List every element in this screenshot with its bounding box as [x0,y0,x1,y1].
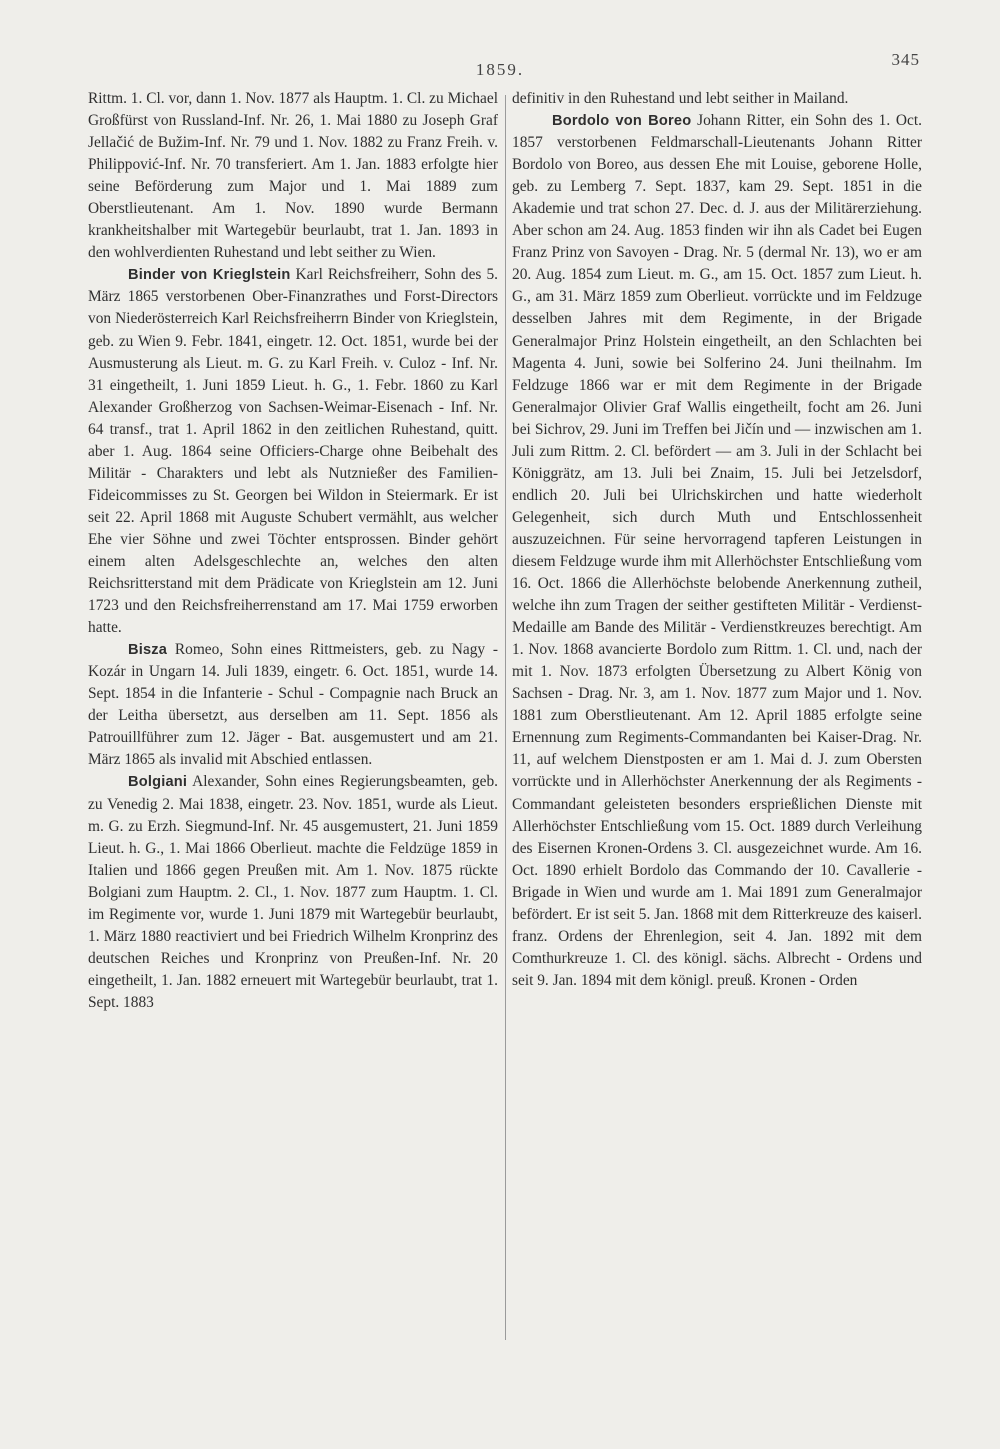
entry-bolgiani [88,771,498,1014]
entry-name: Bisza [128,642,168,659]
entry-text: Romeo, Sohn eines Rittmeisters, geb. zu Nagy - Kozár in Ungarn 14. Juli 1839, eingetr. 6. Oct. 1851, wurde 14. Sept. 1854 in die Infanterie - Schul - Compagnie nach Bruck an der Leitha übersetzt, aus derselben am 11. Sept. 1856 als Patrouillführer zum 12. Jäger - Bat. ausgemustert und am 21. März 1865 als invalid mit Abschied entlassen. [88,641,498,769]
entry-text: Alexander, Sohn eines Regierungsbeamten, geb. zu Venedig 2. Mai 1838, eingetr. 23. Nov. 1851, wurde als Lieut. m. G. zu Erzh. Siegmund-Inf. Nr. 45 ausgemustert, 21. Juni 1859 Lieut. h. G., 1. Mai 1866 Oberlieut. machte die Feldzüge 1859 in Italien und 1866 gegen Preußen mit. Am 1. Nov. 1875 rückte Bolgiani zum Hauptm. 2. Cl., 1. Nov. 1877 zum Hauptm. 1. Cl. im Regimente vor, wurde 1. Juni 1879 mit Wartegebür beurlaubt, 1. März 1880 reactiviert und bei Friedrich Wilhelm Kronprinz des deutschen Reiches und Kronprinz von Preußen-Inf. Nr. 20 eingetheilt, 1. Jan. 1882 erneuert mit Wartegebür beurlaubt, trat 1. Sept. 1883 [88,773,498,1011]
continuation-paragraph: Rittm. 1. Cl. vor, dann 1. Nov. 1877 als Hauptm. 1. Cl. zu Michael Großfürst von Russland-Inf. Nr. 26, 1. Mai 1880 zu Joseph Graf Jellačić de Bužim-Inf. Nr. 79 und 1. Nov. 1882 zu Franz Freih. v. Philippović-Inf. Nr. 70 transferiert. Am 1. Jan. 1883 erfolgte hier seine Beförderung zum Major und 1. Mai 1889 zum Oberstlieutenant. Am 1. Nov. 1890 wurde Bermann krankheitshalber mit Wartegebür beurlaubt, trat 1. Jan. 1893 in den wohlverdienten Ruhestand und lebt seither zu Wien. [88,90,498,262]
entry-binder [88,264,498,639]
entry-name: Binder von Krieglstein [128,267,291,284]
left-column [88,88,498,1014]
entry-bisza [88,639,498,771]
entry-bordolo [512,110,922,992]
entry-name: Bordolo von Boreo [552,113,692,130]
continuation-paragraph: definitiv in den Ruhestand und lebt seither in Mailand. [512,90,849,107]
page-number: 345 [891,50,920,69]
right-column [512,88,922,992]
column-divider [505,95,506,1340]
entry-text: Johann Ritter, ein Sohn des 1. Oct. 1857 verstorbenen Feldmarschall-Lieutenants Johann Ritter Bordolo von Boreo, aus dessen Ehe mit Louise, geborene Holle, geb. zu Lemberg 7. Sept. 1837, kam 29. Sept. 1851 in die Akademie und trat schon 27. Dec. d. J. aus der Militärerziehung. Aber schon am 24. Aug. 1853 finden wir ihn als Cadet bei Eugen Franz Prinz von Savoyen - Drag. Nr. 5 (dermal Nr. 13), wo er am 20. Aug. 1854 zum Lieut. m. G., am 15. Oct. 1857 zum Lieut. h. G., am 31. März 1859 zum Oberlieut. vorrückte und im Feldzuge desselben Jahres mit dem Regimente, in der Brigade Generalmajor Prinz Holstein eingetheilt, an den Schlachten bei Magenta 4. Juni, sowie bei Solferino 24. Juni theilnahm. Im Feldzuge 1866 war er mit dem Regimente in der Brigade Generalmajor Olivier Graf Wallis eingetheilt, focht am 26. Juni bei Sichrov, 29. Juni im Treffen bei Jičín und — inzwischen am 1. Juli zum Rittm. 2. Cl. befördert — am 3. Juli in der Schlacht bei Königgrätz, am 13. Juli bei Znaim, 15. Juli bei Jetzelsdorf, endlich 20. Juli bei Ulrichskirchen und hatte wiederholt Gelegenheit, sich durch Muth und Entschlossenheit auszuzeichnen. Für seine hervorragend tapferen Leistungen in diesem Feldzuge wurde ihm mit Allerhöchster Entschließung vom 16. Oct. 1866 die Allerhöchste belobende Anerkennung zutheil, welche ihn zum Tragen der seither gestifteten Militär - Verdienst-Medaille am Bande des Militär - Verdienstkreuzes berechtigt. Am 1. Nov. 1868 avancierte Bordolo zum Rittm. 1. Cl. und, nach der mit 1. Nov. 1873 erfolgten Übersetzung zu Albert König von Sachsen - Drag. Nr. 3, am 1. Nov. 1877 zum Major und 1. Nov. 1881 zum Oberstlieutenant. Am 12. April 1885 erfolgte seine Ernennung zum Regiments-Commandanten bei Kaiser-Drag. Nr. 11, auf welchem Dienstposten er am 1. Mai d. J. zum Obersten vorrückte und in Allerhöchster Anerkennung der als Regiments - Commandant geleisteten besonders ersprießlichen Dienste mit Allerhöchster Entschließung vom 15. Oct. 1889 durch Verleihung des Eisernen Kronen-Ordens 3. Cl. ausgezeichnet wurde. Am 16. Oct. 1890 erhielt Bordolo das Commando der 10. Cavallerie - Brigade in Wien und wurde am 1. Mai 1891 zum Generalmajor befördert. Er ist seit 5. Jan. 1868 mit dem Ritterkreuze des kaiserl. franz. Ordens der Ehrenlegion, seit 4. Jan. 1892 mit dem Comthurkreuze 1. Cl. des königl. sächs. Albrecht - Ordens und seit 9. Jan. 1894 mit dem königl. preuß. Kronen - Orden [512,112,922,989]
running-header-year: 1859. [475,60,525,79]
entry-name: Bolgiani [128,774,188,791]
entry-text: Karl Reichsfreiherr, Sohn des 5. März 1865 verstorbenen Ober-Finanzrathes und Forst-Directors von Niederösterreich Karl Reichsfreiherrn Binder von Krieglstein, geb. zu Wien 9. Febr. 1841, eingetr. 12. Oct. 1851, wurde bei der Ausmusterung als Lieut. m. G. zu Karl Freih. v. Culoz - Inf. Nr. 31 eingetheilt, 1. Juni 1859 Lieut. h. G., 1. Febr. 1860 zu Karl Alexander Großherzog von Sachsen-Weimar-Eisenach - Inf. Nr. 64 transf., trat 1. April 1862 in den zeitlichen Ruhestand, quitt. aber 1. Aug. 1864 seine Officiers-Charge ohne Beibehalt des Militär - Charakters und lebt als Nutznießer des Familien-Fideicommisses zu St. Georgen bei Wildon in Steiermark. Er ist seit 22. April 1868 mit Auguste Schubert vermählt, aus welcher Ehe vier Söhne und zwei Töchter entsprossen. Binder gehört einem alten Adelsgeschlechte an, welches den alten Reichsritterstand mit dem Prädicate von Krieglstein am 12. Juni 1723 und den Reichsfreiherrenstand am 17. Mai 1759 erworben hatte. [88,266,498,637]
